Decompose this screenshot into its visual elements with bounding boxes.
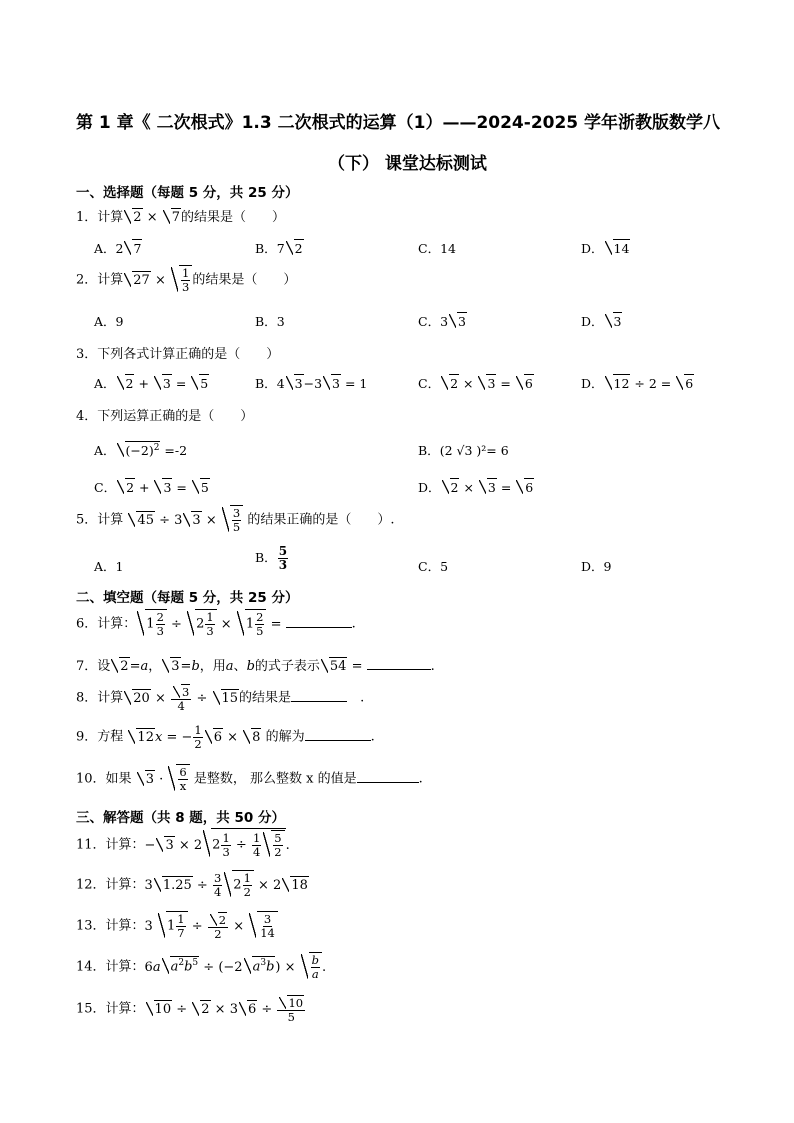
question-14-label: 14．计算：	[76, 959, 145, 975]
question-2-expr: 27 × $\frac{1}{3}$	[123, 273, 192, 288]
question-14: 14．计算：6a $a^2b^5 \div (-2$ $a^3b$) × $\frac{b}{a}$ .	[76, 953, 327, 981]
question-6-label: 6．计算：	[76, 616, 137, 632]
section-solve-heading: 三、解答题（共 8 题，共 50 分）	[76, 810, 285, 826]
question-9-answer-blank[interactable]	[305, 728, 371, 741]
question-13-label: 13．计算：	[76, 918, 145, 934]
question-5-option-d[interactable]: D．9	[581, 559, 612, 574]
question-10-answer-blank[interactable]	[357, 770, 419, 783]
question-8-answer-blank[interactable]	[291, 689, 347, 702]
question-3-option-c[interactable]: C． 2 × 3 = 6	[418, 376, 533, 391]
question-11: 11．计算：− 3 × 2 2 $\frac{1}{3}$ ÷ $\frac{1}{4}$ $\frac{5}{2}$ .	[76, 828, 290, 858]
question-5	[76, 505, 394, 533]
question-3-option-b[interactable]: B．4 3−3 3 = 1	[255, 376, 368, 391]
question-1-option-a[interactable]: A．2 7	[94, 241, 142, 256]
doc-title-line1: 第 1 章《 二次根式》1.3 二次根式的运算（1）——2024-2025 学年浙教版数学八	[76, 113, 721, 133]
question-9: 9．方程 12x = − $\frac{1}{2}$ 6 × 8 的解为 .	[76, 723, 375, 751]
question-1-tail: 的结果是（ ）	[181, 210, 286, 225]
question-10-label: 10．如果	[76, 771, 132, 787]
question-2-option-c[interactable]: C．3 3	[418, 314, 466, 329]
question-13: 13．计算：3 1 $\frac{1}{7}$ ÷ $\frac{2}{2}$ × $\frac{3}{14}$	[76, 911, 278, 940]
question-5-option-b[interactable]: B． $\frac{5}{3}$	[255, 544, 288, 573]
question-11-label: 11．计算：	[76, 837, 145, 853]
question-9-label: 9．方程	[76, 729, 124, 745]
question-1-option-b[interactable]: B．7 2	[255, 241, 303, 256]
question-7-label: 7．设	[76, 659, 111, 674]
doc-title-line2: （下） 课堂达标测试	[328, 154, 487, 174]
question-3-option-a[interactable]: A． 2 + 3 = 5	[94, 376, 209, 391]
section-choice-heading: 一、选择题（每题 5 分，共 25 分）	[76, 185, 299, 201]
question-6-answer-blank[interactable]	[286, 615, 352, 628]
question-6: 6．计算： 1 $\frac{2}{3}$ ÷ 2 $\frac{1}{3}$ × 1 $\frac{2}{5}$ = .	[76, 610, 356, 638]
question-4-option-c[interactable]: C． 2 + 3 = 5	[94, 480, 209, 495]
question-2-label: 2．计算	[76, 272, 124, 288]
question-4-option-d[interactable]: D． 2 × 3 = 6	[418, 480, 534, 495]
question-12: 12．计算：3 1.25 ÷ $\frac{3}{4}$ 2 $\frac{1}{2}$ × 2 18	[76, 871, 308, 899]
question-2	[76, 265, 296, 293]
question-15-label: 15．计算：	[76, 1001, 145, 1017]
section-fill-heading: 二、填空题（每题 5 分，共 25 分）	[76, 590, 299, 606]
question-1-label: 1．计算	[76, 210, 124, 225]
question-5-option-c[interactable]: C．5	[418, 559, 449, 574]
question-7: 7．设 2=a， 3=b，用a、b的式子表示 54 = .	[76, 659, 435, 674]
question-3-option-d[interactable]: D． 12 ÷ 2 = 6	[581, 376, 694, 391]
question-4: 4．下列运算正确的是（ ）	[76, 409, 254, 424]
question-4-option-a[interactable]: A． $(-2)^2 =-2$	[94, 443, 188, 459]
question-5-label: 5．计算	[76, 512, 124, 528]
question-3: 3．下列各式计算正确的是（ ）	[76, 347, 280, 362]
question-10: 10．如果 3 · $\frac{6}{x}$ 是整数， 那么整数 x 的值是 .	[76, 765, 423, 793]
question-8: 8．计算 20 × $\frac{3}{4}$ ÷ 15的结果是 .	[76, 685, 365, 713]
question-5-tail: 的结果正确的是（ ）.	[243, 512, 395, 528]
question-2-option-b[interactable]: B．3	[255, 314, 285, 329]
question-2-tail: 的结果是（ ）	[192, 272, 297, 288]
question-4-option-b[interactable]: B．(2 √3 )²= 6	[418, 443, 509, 458]
question-2-option-a[interactable]: A．9	[94, 314, 124, 329]
question-2-option-d[interactable]: D． 3	[581, 314, 622, 329]
question-5-option-a[interactable]: A．1	[94, 559, 124, 574]
question-5-expr: 45 ÷ 3 3 × $\frac{3}{5}$	[127, 513, 243, 528]
question-1-option-d[interactable]: D． 14	[581, 241, 630, 256]
question-1-expr: 2 × 7	[123, 210, 181, 225]
question-7-answer-blank[interactable]	[367, 657, 431, 670]
question-1-option-c[interactable]: C．14	[418, 241, 456, 256]
question-8-label: 8．计算	[76, 690, 124, 706]
question-1	[76, 206, 285, 225]
question-12-label: 12．计算：	[76, 877, 145, 893]
question-15: 15．计算： 10 ÷ 2 × 3 6 ÷ $\frac{10}{5}$	[76, 996, 304, 1024]
